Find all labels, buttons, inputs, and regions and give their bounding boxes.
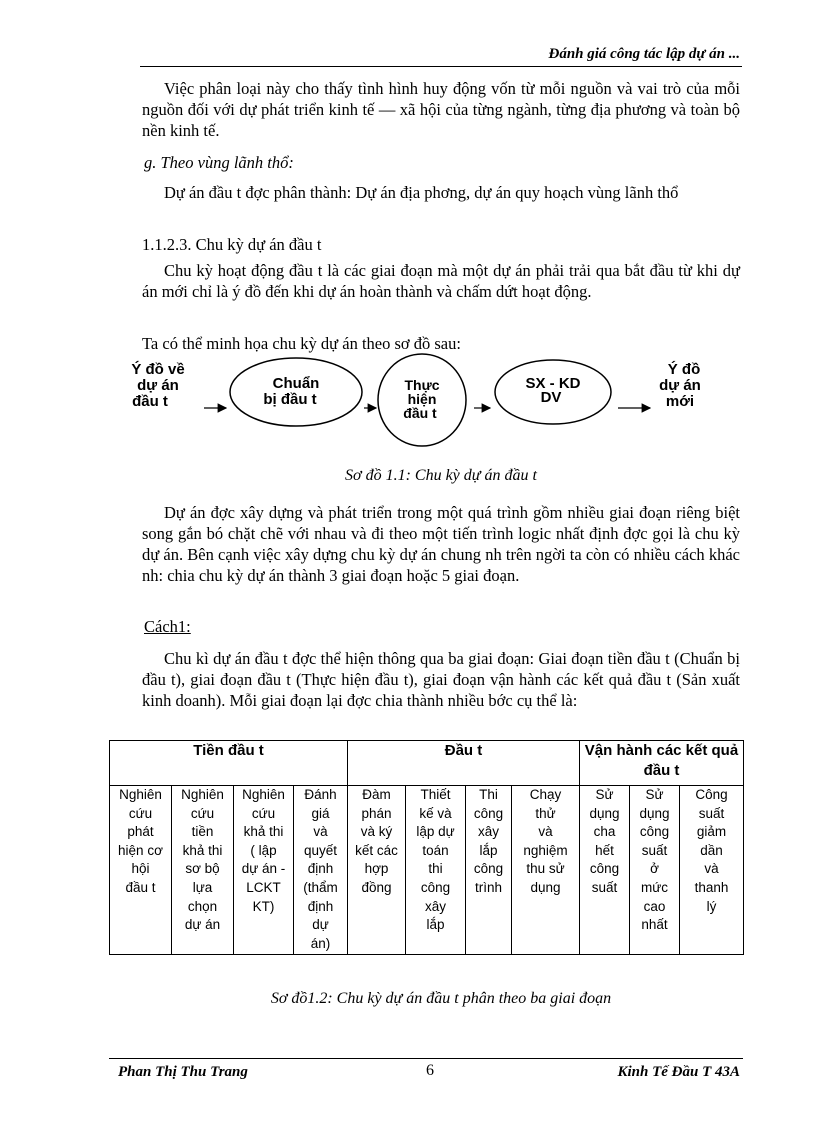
table-cell [466,786,512,955]
stage-operation-line1: SX - KD [525,375,581,392]
diagram-start-line1: Ý đồ về [131,361,185,378]
stage-preparation-line1: Chuẩn [272,375,320,392]
group-investment: Đầu t [348,741,580,786]
cell-feasibility: Nghiên cứu khả thi ( lập dự án - LCKT KT) [241,787,286,914]
cell-decline: Công suất giảm dần và thanh lý [694,787,729,914]
table-cell [172,786,234,955]
stage-preparation-line2: bị đầu t [263,391,317,408]
diagram-caption: Sơ đồ 1.1: Chu kỳ dự án đầu t [345,467,537,484]
cell-appraisal: Đánh giá và quyết định (thẩm định dự án) [303,787,338,951]
paragraph-funding: Việc phân loại này cho thấy tình hình huy động vốn từ mỗi nguồn và vai trò của mỗi nguồn đối với dự phát triển kinh tế — xã hội của từng ngành, từng địa phương và toàn bộ nền kinh tế. [142,79,740,140]
table-cell [294,786,348,955]
table-cell [680,786,744,955]
cell-opportunity-study: Nghiên cứu phát hiện cơ hội đầu t [118,787,163,895]
heading-region: g. Theo vùng lãnh thổ: [144,153,294,172]
diagram-start-line3: đầu t [132,393,168,410]
diagram-start-line2: dự án [137,377,179,394]
cell-testing: Chạy thử và nghiệm thu sử dụng [523,787,568,895]
stage-operation-line2: DV [540,389,562,406]
cell-construction: Thi công xây lắp công trình [473,787,504,895]
page-header-title: Đánh giá công tác lập dự án ... [548,46,740,62]
group-pre-investment: Tiền đầu t [110,741,348,786]
paragraph-cycle-process: Dự án đợc xây dựng và phát triển trong một quá trình gồm nhiều giai đoạn riêng biệt song gắn bó chặt chẽ với nhau và đi theo một tiến trình logic nhất định đợc gọi là chu kỳ dự án. Bên cạnh việc xây dựng chu kỳ dự án chung nh trên ngời ta còn có nhiều cách khác nh: chia chu kỳ dự án thành 3 giai đoạn hoặc 5 giai đoạn. [142,503,740,585]
table-cell [234,786,294,955]
stage-execution-line3: đầu t [403,405,437,421]
cell-partial-capacity: Sử dụng cha hết công suất [589,787,620,895]
paragraph-diagram-intro: Ta có thể minh họa chu kỳ dự án theo sơ đồ sau: [142,334,461,353]
footer-rule [109,1058,743,1059]
cell-pre-feasibility: Nghiên cứu tiền khả thi sơ bộ lựa chọn dự án [181,787,224,933]
table-cell [580,786,630,955]
diagram-end-line1: Ý đồ [667,361,701,378]
paragraph-cycle-def: Chu kỳ hoạt động đầu t là các giai đoạn mà một dự án phải trải qua bắt đầu từ khi dự án mới chỉ là ý đồ đến khi dự án hoàn thành và chấm dứt hoạt động. [142,261,740,301]
cell-design: Thiết kế và lập dự toán thi công xây lắp [416,787,455,933]
project-cycle-diagram [120,352,740,462]
section-heading: 1.1.2.3. Chu kỳ dự án đầu t [142,235,322,254]
footer-class: Kinh Tế Đầu T 43A [617,1064,740,1080]
cell-full-capacity: Sử dụng công suất ở mức cao nhất [639,787,670,933]
table-cell [630,786,680,955]
stage-execution-line1: Thực [404,377,440,393]
paragraph-region: Dự án đầu t đợc phân thành: Dự án địa phơng, dự án quy hoạch vùng lãnh thổ [164,183,679,202]
group-operation: Vận hành các kết quả đầu t [580,741,744,786]
method-1-heading: Cách1: [144,617,191,636]
table-caption: Sơ đồ1.2: Chu kỳ dự án đầu t phân theo ba giai đoạn [270,990,612,1007]
diagram-end-line3: mới [665,393,695,410]
page-number: 6 [426,1062,434,1079]
stage-execution-line2: hiện [407,391,437,407]
table-cell [348,786,406,955]
cell-negotiation: Đàm phán và ký kết các hợp đồng [355,787,398,895]
table-cell [110,786,172,955]
paragraph-three-stages: Chu kì dự án đầu t đợc thể hiện thông qua ba giai đoạn: Giai đoạn tiền đầu t (Chuẩn bị đầu t), giai đoạn đầu t (Thực hiện đầu t), giai đoạn vận hành các kết quả đầu t (Sản xuất kinh doanh). Mỗi giai đoạn lại đợc chia thành nhiều bớc cụ thể là: [142,649,740,710]
footer-author: Phan Thị Thu Trang [118,1064,248,1080]
diagram-end-line2: dự án [659,377,701,394]
stages-table [109,740,744,955]
table-cell [512,786,580,955]
table-cell [406,786,466,955]
header-rule [140,66,742,67]
